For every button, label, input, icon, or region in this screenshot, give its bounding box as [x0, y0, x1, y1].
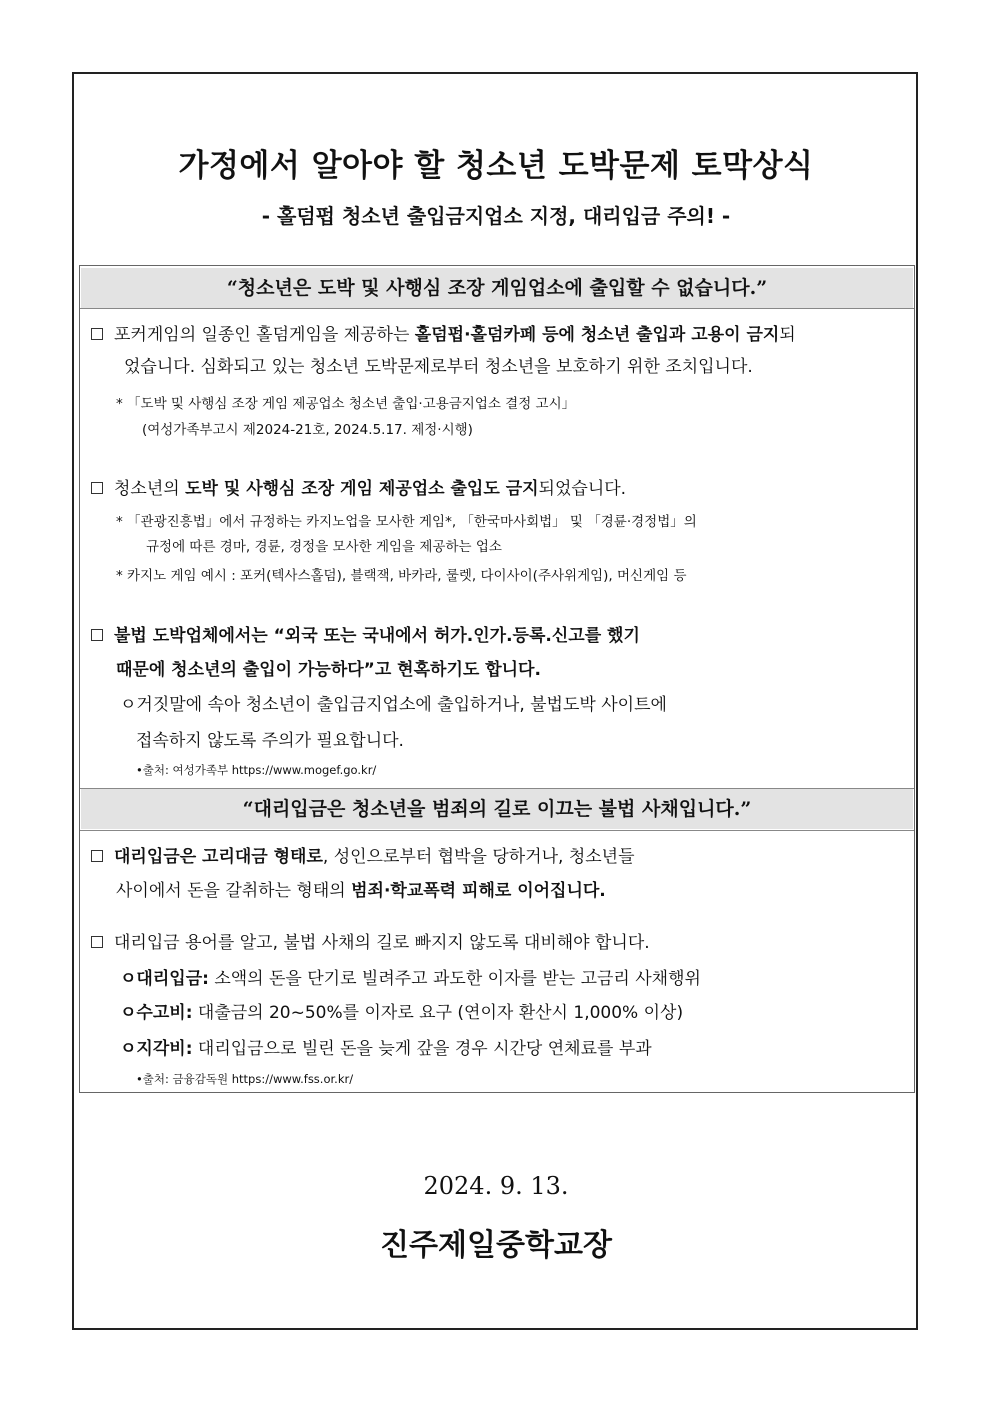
divider [80, 308, 914, 309]
content-box [79, 265, 915, 1093]
signature: 진주제일중학교장 [380, 1228, 612, 1263]
section2-heading: “대리입금은 청소년을 범죄의 길로 이끄는 불법 사채입니다.” [81, 789, 913, 829]
section1-paragraph1-line2: 었습니다. 심화되고 있는 청소년 도박문제로부터 청소년을 보호하기 위한 조치입니다. [124, 357, 753, 377]
section1-note2: (여성가족부고시 제2024-21호, 2024.5.17. 제정·시행) [142, 422, 473, 438]
section2-source: •출처: 금융감독원 https://www.fss.or.kr/ [136, 1072, 354, 1086]
section1-note3: * 「관광진흥법」에서 규정하는 카지노업을 모사한 게임*, 「한국마사회법」 및 「경륜·경정법」의 [116, 514, 697, 530]
section1-source: •출처: 여성가족부 https://www.mogef.go.kr/ [136, 763, 377, 777]
section2-paragraph2: 대리입금 용어를 알고, 불법 사채의 길로 빠지지 않도록 대비해야 합니다. [91, 928, 650, 953]
section1-note4: 규정에 따른 경마, 경륜, 경정을 모사한 게임을 제공하는 업소 [146, 539, 502, 555]
issue-date: 2024. 9. 13. [423, 1172, 569, 1200]
section1-paragraph3-line2: 때문에 청소년의 출입이 가능하다”고 현혹하기도 합니다. [116, 660, 541, 680]
divider [80, 830, 914, 831]
section1-sub1: ㅇ거짓말에 속아 청소년이 출입금지업소에 출입하거나, 불법도박 사이트에 [120, 695, 667, 715]
section1-paragraph2: 청소년의 도박 및 사행심 조장 게임 제공업소 출입도 금지되었습니다. [91, 474, 626, 499]
term-daeripgeum: ㅇ대리입금: 소액의 돈을 단기로 빌려주고 과도한 이자를 받는 고금리 사채행위 [120, 969, 701, 989]
section2-paragraph1-line2: 사이에서 돈을 갈취하는 형태의 범죄·학교폭력 피해로 이어집니다. [116, 881, 606, 901]
checkbox-square-icon [91, 328, 103, 340]
section1-note1: * 「도박 및 사행심 조장 게임 제공업소 청소년 출입·고용금지업소 결정 고시」 [116, 396, 576, 412]
section2-paragraph1-line1: 대리입금은 고리대금 형태로, 성인으로부터 협박을 당하거나, 청소년들 [91, 842, 635, 867]
document-subtitle: - 홀덤펍 청소년 출입금지업소 지정, 대리입금 주의! - [261, 204, 731, 228]
checkbox-square-icon [91, 482, 103, 494]
section1-note5: * 카지노 게임 예시 : 포커(텍사스홀덤), 블랙잭, 바카라, 룰렛, 다이사이(주사위게임), 머신게임 등 [116, 568, 687, 584]
checkbox-square-icon [91, 629, 103, 641]
section1-heading: “청소년은 도박 및 사행심 조장 게임업소에 출입할 수 없습니다.” [81, 268, 913, 308]
term-sugobi: ㅇ수고비: 대출금의 20~50%를 이자로 요구 (연이자 환산시 1,000% 이상) [120, 1003, 684, 1023]
section1-paragraph3-line1: 불법 도박업체에서는 “외국 또는 국내에서 허가.인가.등록.신고를 했기 [91, 621, 640, 646]
document-title: 가정에서 알아야 할 청소년 도박문제 토막상식 [178, 148, 814, 184]
checkbox-square-icon [91, 936, 103, 948]
section1-sub2: 접속하지 않도록 주의가 필요합니다. [136, 731, 404, 751]
section1-paragraph1-line1: 포커게임의 일종인 홀덤게임을 제공하는 홀덤펍·홀덤카페 등에 청소년 출입과 고용이 금지되 [91, 320, 796, 345]
checkbox-square-icon [91, 850, 103, 862]
term-jigakbi: ㅇ지각비: 대리입금으로 빌린 돈을 늦게 갚을 경우 시간당 연체료를 부과 [120, 1039, 652, 1059]
